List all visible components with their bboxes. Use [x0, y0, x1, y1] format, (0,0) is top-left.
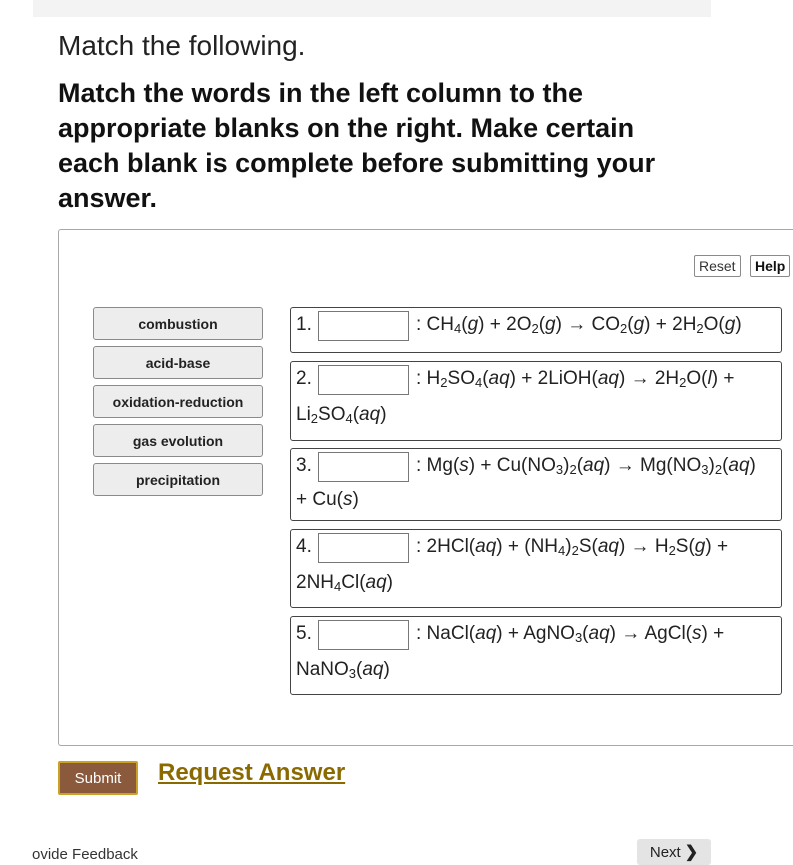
word-tile-oxidation-reduction[interactable]: oxidation-reduction	[93, 385, 263, 418]
answer-blank-1[interactable]	[318, 311, 409, 341]
question-4	[290, 529, 782, 608]
submit-button[interactable]: Submit	[58, 761, 138, 795]
question-3	[290, 448, 782, 521]
reset-button[interactable]: Reset	[694, 255, 741, 277]
equation-text: : $2HCl(aq) + (NH_4)_2S(aq) \to H_2S(g)$ +	[416, 536, 729, 558]
equation-text: : $H_2SO_4(aq)$ + 2LiOH(aq) → $2H_2O(l)$ +	[416, 368, 735, 390]
request-answer-link[interactable]: Request Answer	[158, 759, 346, 786]
question-5	[290, 616, 782, 695]
equation-text: : $CH_4(g) + 2O_2(g) \to CO_2(g) + 2H_2O(g)$	[416, 314, 742, 336]
equation-continuation: NaNO$_3$(aq)	[296, 659, 390, 681]
equation-text: : $Mg(s) + Cu(NO_3)_2(aq) \to Mg(NO_3)_2(aq)$	[416, 455, 756, 477]
equation-continuation: $2NH_4Cl(aq)$	[296, 572, 393, 594]
question-2	[290, 361, 782, 441]
answer-blank-4[interactable]	[318, 533, 409, 563]
question-number: 5.	[296, 623, 312, 644]
question-number: 4.	[296, 536, 312, 557]
equation-continuation: + Cu(s)	[296, 489, 359, 510]
chevron-right-icon: ❯	[684, 844, 699, 861]
question-number: 2.	[296, 368, 312, 389]
answer-blank-3[interactable]	[318, 452, 409, 482]
answer-blank-2[interactable]	[318, 365, 409, 395]
question-1	[290, 307, 782, 353]
word-tile-gas-evolution[interactable]: gas evolution	[93, 424, 263, 457]
word-tile-combustion[interactable]: combustion	[93, 307, 263, 340]
next-label: Next	[649, 843, 681, 861]
question-number: 1.	[296, 314, 312, 335]
equation-text: : NaCl(aq) + AgNO$_3$(aq) → AgCl(s) +	[416, 623, 725, 645]
provide-feedback-link[interactable]: ovide Feedback	[32, 846, 138, 863]
top-bar	[33, 0, 711, 17]
word-tile-precipitation[interactable]: precipitation	[93, 463, 263, 496]
word-tile-acid-base[interactable]: acid-base	[93, 346, 263, 379]
equation-continuation: $Li_2SO_4(aq)$	[296, 404, 387, 426]
help-button[interactable]: Help	[750, 255, 790, 277]
answer-blank-5[interactable]	[318, 620, 409, 650]
next-button[interactable]	[637, 839, 711, 865]
question-number: 3.	[296, 455, 312, 476]
page-title: Match the following.	[58, 30, 306, 61]
instructions: Match the words in the left column to the appropriate blanks on the right. Make certain each blank is complete before submitting your answer.	[58, 78, 656, 213]
